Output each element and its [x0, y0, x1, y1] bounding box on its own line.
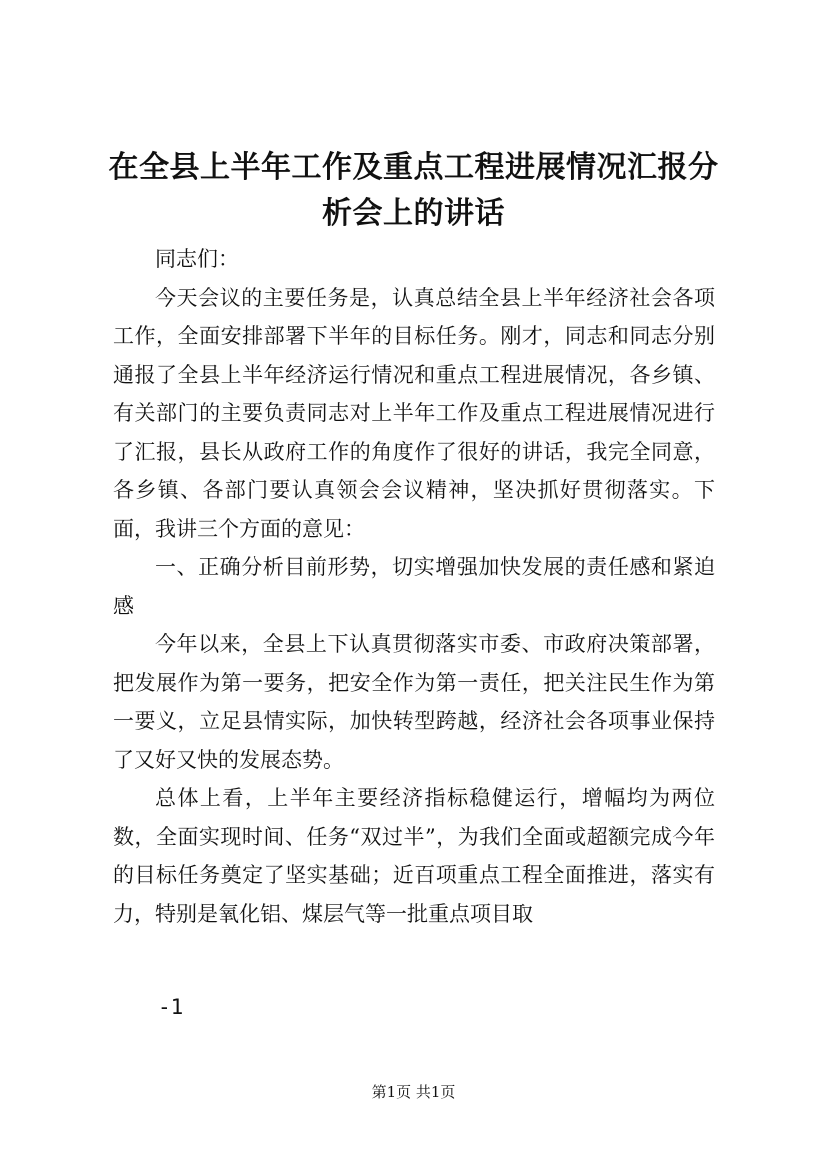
salutation: 同志们： [155, 247, 239, 271]
paragraph-2: 今年以来，全县上下认真贯彻落实市委、市政府决策部署，把发展作为第一要务，把安全作为第一责任，把关注民生作为第一要义，立足县情实际，加快转型跨越，经济社会各项事业保持了又好又快的发展态势。 [113, 632, 715, 772]
paragraph-3: 总体上看，上半年主要经济指标稳健运行，增幅均为两位数，全面实现时间、任务“双过半”，为我们全面或超额完成今年的目标任务奠定了坚实基础；近百项重点工程全面推进，落实有力，特别是氧化铝、煤层气等一批重点项目取 [113, 786, 715, 926]
paragraph-1: 今天会议的主要任务是，认真总结全县上半年经济社会各项工作，全面安排部署下半年的目标任务。刚才，同志和同志分别通报了全县上半年经济运行情况和重点工程进展情况，各乡镇、有关部门的主要负责同志对上半年工作及重点工程进展情况进行了汇报，县长从政府工作的角度作了很好的讲话，我完全同意，各乡镇、各部门要认真领会会议精神，坚决抓好贯彻落实。下面，我讲三个方面的意见： [113, 285, 715, 541]
section-heading-1: 一、正确分析目前形势，切实增强加快发展的责任感和紧迫感 [113, 555, 715, 618]
page-number-mark: -1 [158, 995, 184, 1019]
page-footer: 第1页 共1页 [371, 1083, 456, 1101]
document-body [113, 240, 715, 933]
document-title: 在全县上半年工作及重点工程进展情况汇报分析会上的讲话 [108, 150, 719, 231]
